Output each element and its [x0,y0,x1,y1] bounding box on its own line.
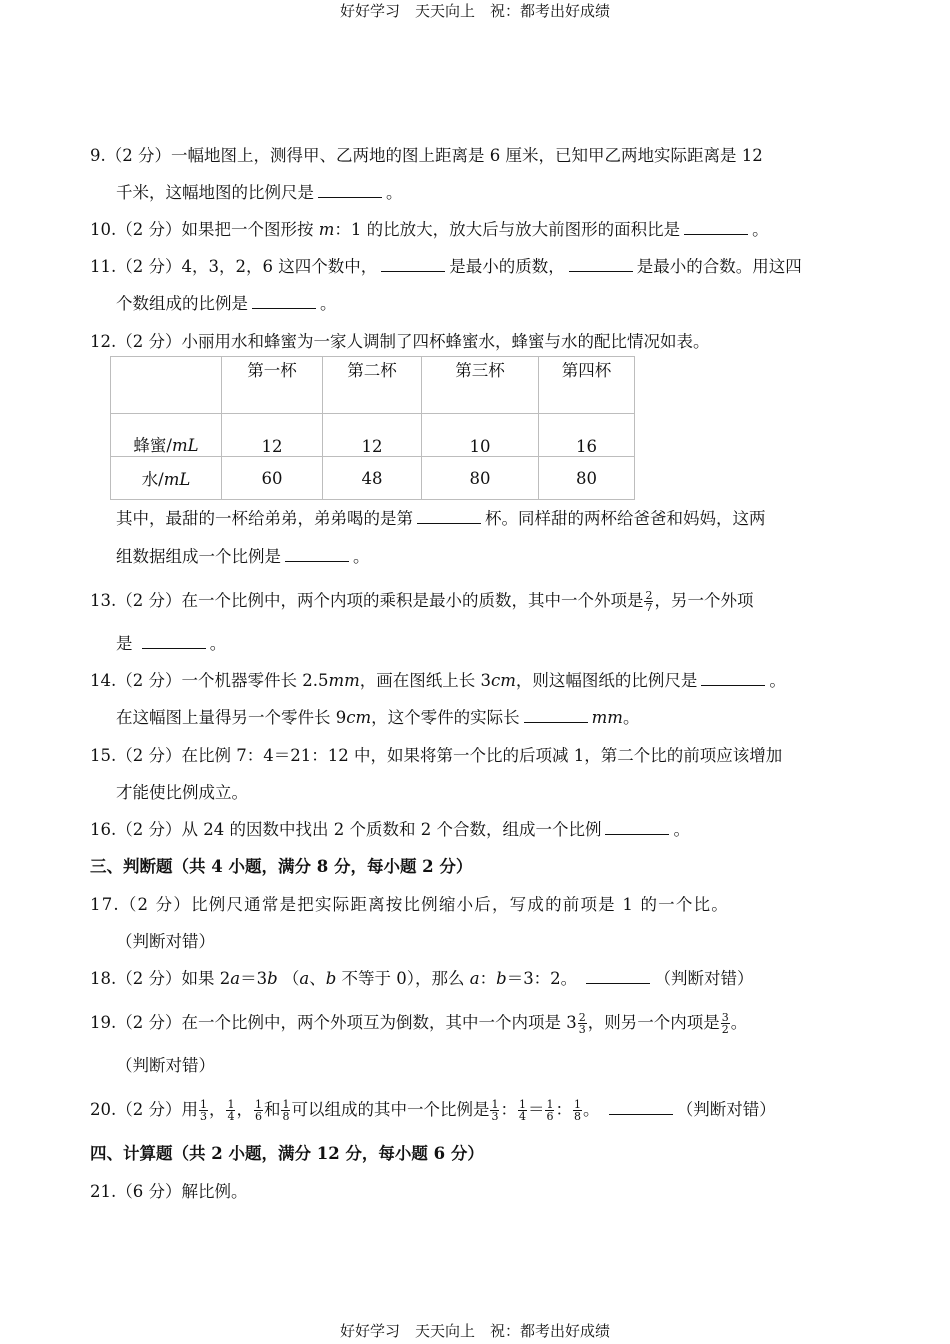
question-17-line-1: 17.（2 分）比例尺通常是把实际距离按比例缩小后，写成的前项是 1 的一个比。 [90,895,729,914]
row-label-text: 蜂蜜/ [133,436,172,455]
var-b: b [267,969,278,988]
fraction [721,1012,730,1035]
fraction-denominator: 8 [573,1110,581,1123]
question-17-line-2: （判断对错） [116,932,215,951]
fraction-denominator: 3 [578,1023,586,1036]
question-15-line-2: 才能使比例成立。 [116,783,248,802]
q11-text-3: 是最小的合数。用这四 [636,257,802,276]
fraction-numerator: 1 [518,1098,526,1111]
unit-mm: mm [591,708,623,727]
var-b: b [325,969,337,988]
fraction-numerator: 2 [645,589,653,602]
answer-blank-q12-a[interactable] [417,509,481,524]
answer-blank-q14-a[interactable] [701,671,765,686]
q12-end: 。 [353,547,370,566]
q12-text-1: 其中，最甜的一杯给弟弟，弟弟喝的是第 [116,509,413,528]
section-heading-calculation: 四、计算题（共 2 小题，满分 12 分，每小题 6 分） [90,1144,484,1163]
row-label-unit: mL [163,470,191,489]
q11-end: 。 [320,294,337,313]
question-21: 21.（6 分）解比例。 [90,1182,248,1201]
fraction [490,1099,499,1122]
table-cell: 80 [539,457,635,500]
fraction-numerator: 3 [721,1011,729,1024]
q13-text-2: ，另一个外项 [654,591,754,610]
q20-text-2: 可以组成的其中一个比例是 [291,1100,490,1119]
q11-text-4: 个数组成的比例是 [116,294,248,313]
table-cell: 60 [222,457,323,500]
row-label-honey [111,414,222,457]
question-9-line-2 [116,181,403,205]
q19-text-2: ，则另一个内项是 [587,1013,720,1032]
q20-text-3: （判断对错） [676,1100,776,1119]
fraction-denominator: 8 [282,1110,290,1123]
fraction [545,1099,554,1122]
q12-text-2: 杯。同样甜的两杯给爸爸和妈妈，这两 [485,509,766,528]
q10-text-2: ：1 的比放大，放大后与放大前图形的面积比是 [334,220,681,239]
fraction-numerator: 1 [546,1098,554,1111]
q14-text-2: ，画在图纸上长 3 [359,671,492,690]
answer-blank-q18[interactable] [586,969,650,984]
unit-cm: cm [346,708,372,727]
answer-blank-q13[interactable] [142,634,206,649]
question-10 [90,218,769,242]
question-12-line-1: 12.（2 分）小丽用水和蜂蜜为一家人调制了四杯蜂蜜水，蜂蜜与水的配比情况如表。 [90,332,710,351]
row-label-water [111,457,222,500]
q14-text-5: ，这个零件的实际长 [371,708,520,727]
q18-text-1: 18.（2 分）如果 2 [90,969,231,988]
q9-text: 千米，这幅地图的比例尺是 [116,183,314,202]
answer-blank-q12-b[interactable] [285,547,349,562]
question-18 [90,967,753,991]
fraction [578,1012,587,1035]
answer-blank-q9[interactable] [318,183,382,198]
question-13-line-1 [90,589,753,613]
question-9-line-1: 9.（2 分）一幅地图上，测得甲、乙两地的图上距离是 6 厘米，已知甲乙两地实际距离是 12 [90,146,763,165]
q18-text-6: ： [479,969,497,988]
q20-text-1: 20.（2 分）用 [90,1100,198,1119]
fraction-numerator: 2 [578,1011,586,1024]
var-a: a [299,969,310,988]
fraction [644,590,653,613]
fraction-denominator: 2 [721,1023,729,1036]
q19-text-1: 19.（2 分）在一个比例中，两个外项互为倒数，其中一个内项是 3 [90,1013,577,1032]
q20-sep: ： [500,1100,517,1119]
q14-text-1: 14.（2 分）一个机器零件长 2.5 [90,671,329,690]
question-20 [90,1098,776,1122]
answer-blank-q11-c[interactable] [252,294,316,309]
q20-sep: ： [555,1100,572,1119]
q19-end: 。 [730,1013,748,1032]
q13-text-1: 13.（2 分）在一个比例中，两个内项的乘积是最小的质数，其中一个外项是 [90,591,644,610]
row-label-unit: mL [171,436,199,455]
fraction-numerator: 1 [254,1098,262,1111]
table-cell: 48 [323,457,422,500]
row-label-text: 水/ [141,470,164,489]
q20-sep: ， [208,1100,226,1119]
var-a: a [469,969,480,988]
q18-text-8: （判断对错） [654,969,754,988]
answer-blank-q10[interactable] [684,220,748,235]
q10-var-m: m [318,220,335,239]
q14-text-4: 在这幅图上量得另一个零件长 9 [116,708,347,727]
q18-text-4: 、 [309,969,326,988]
var-a: a [230,969,241,988]
q13-text-3: 是 [116,634,133,653]
table-cell: 80 [422,457,539,500]
q12-text-3: 组数据组成一个比例是 [116,547,281,566]
answer-blank-q11-b[interactable] [569,257,633,272]
fraction-denominator: 6 [254,1110,262,1123]
question-11-line-2 [116,292,337,316]
var-b: b [496,969,507,988]
question-11-line-1 [90,255,802,279]
table-row [111,457,635,500]
q14-text-3: ，则这幅图纸的比例尺是 [515,671,698,690]
question-13-line-2 [116,632,226,656]
table-cell: 16 [539,414,635,457]
q10-end: 。 [752,220,769,239]
fraction-denominator: 4 [518,1110,526,1123]
q18-text-2: ＝3 [240,969,268,988]
q10-text-1: 10.（2 分）如果把一个图形按 [90,220,314,239]
fraction [281,1099,290,1122]
unit-mm: mm [328,671,360,690]
fraction-numerator: 1 [227,1098,235,1111]
fraction-denominator: 6 [546,1110,554,1123]
table-header-row [111,357,635,414]
fraction-numerator: 1 [491,1098,499,1111]
fraction [226,1099,235,1122]
q13-end: 。 [209,634,227,653]
section-heading-judgement: 三、判断题（共 4 小题，满分 8 分，每小题 2 分） [90,857,473,876]
honey-water-table [110,356,635,500]
q9-end: 。 [386,183,403,202]
q18-text-7: ＝3：2。 [506,969,578,988]
table-row [111,414,635,457]
q14-end-1: 。 [769,671,786,690]
fraction-numerator: 1 [573,1098,581,1111]
fraction [518,1099,527,1122]
fraction-denominator: 3 [199,1110,207,1123]
table-cell: 10 [422,414,539,457]
q18-text-5: 不等于 0），那么 [336,969,470,988]
fraction-numerator: 1 [282,1098,290,1111]
question-14-line-2 [116,706,639,730]
unit-cm: cm [491,671,516,690]
q20-sep: ＝ [527,1100,545,1119]
fraction [254,1099,263,1122]
q18-text-3: （ [277,969,300,988]
question-16 [90,818,690,842]
table-header-cell: 第四杯 [539,357,635,414]
fraction [199,1099,208,1122]
q20-sep: ， [236,1100,253,1119]
q20-sep: 和 [263,1100,281,1119]
question-14-line-1 [90,669,786,693]
table-cell: 12 [323,414,422,457]
answer-blank-q11-a[interactable] [381,257,445,272]
page-header: 好好学习 天天向上 祝：都考出好成绩 [339,2,610,20]
table-header-cell: 第一杯 [222,357,323,414]
fraction-denominator: 7 [645,601,653,614]
q14-end-2: 。 [622,708,640,727]
question-19-line-2: （判断对错） [116,1056,215,1075]
q11-text-2: 是最小的质数， [449,257,565,276]
question-19-line-1 [90,1011,747,1035]
fraction-denominator: 3 [491,1110,499,1123]
q11-text-1: 11.（2 分）4，3，2，6 这四个数中， [90,257,378,276]
q20-sep: 。 [582,1100,600,1119]
table-header-cell: 第三杯 [422,357,539,414]
answer-blank-q14-b[interactable] [524,708,588,723]
question-12-line-2 [116,507,766,531]
answer-blank-q20[interactable] [609,1100,673,1115]
question-15-line-1: 15.（2 分）在比例 7：4＝21：12 中，如果将第一个比的后项减 1，第二个比的前项应该增加 [90,746,783,765]
table-cell: 12 [222,414,323,457]
fraction-numerator: 1 [199,1098,207,1111]
fraction-denominator: 4 [227,1110,235,1123]
q16-end: 。 [673,820,690,839]
fraction [573,1099,582,1122]
table-header-cell: 第二杯 [323,357,422,414]
question-12-line-3 [116,545,370,569]
answer-blank-q16[interactable] [605,820,669,835]
page-footer: 好好学习 天天向上 祝：都考出好成绩 [339,1322,610,1340]
table-header-cell [111,357,222,414]
q16-text: 16.（2 分）从 24 的因数中找出 2 个质数和 2 个合数，组成一个比例 [90,820,602,839]
